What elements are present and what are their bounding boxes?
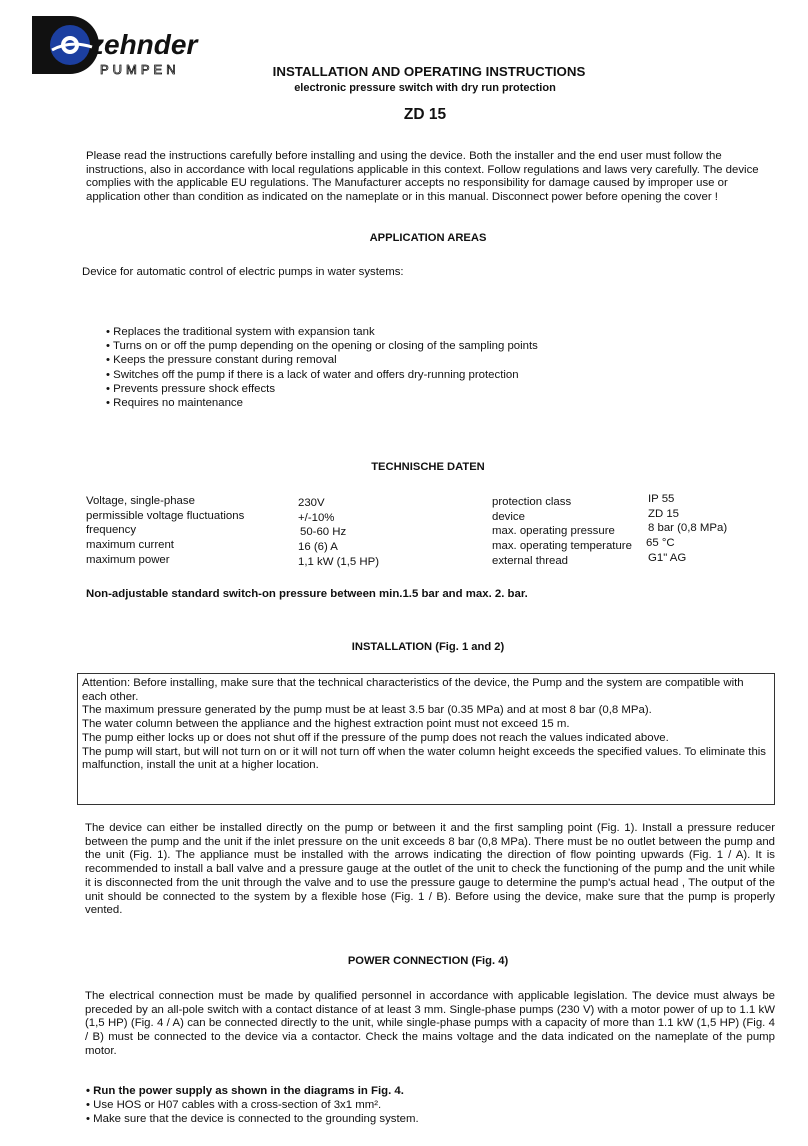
spec-label: protection class bbox=[492, 496, 572, 508]
spec-label: device bbox=[492, 510, 525, 523]
intro-paragraph: Please read the instructions carefully before installing and using the device. Both the installer and the end user must follow the instructions, also in accordance with local regulations applicable in this context. Follow regulations and laws very carefully. The device complies with the applicable EU regulations. The Manufacturer accepts no responsibility for damage caused by improper use or application other than condition as indicated on the nameplate or in this manual. Disconnect power before opening the cover ! bbox=[86, 150, 759, 203]
attention-box bbox=[77, 673, 775, 805]
logo-sub: PUMPEN bbox=[100, 62, 180, 77]
spec-value: 230V bbox=[298, 497, 325, 509]
spec-value: 1,1 kW (1,5 HP) bbox=[298, 555, 380, 568]
logo-brand: zehnder bbox=[90, 29, 198, 60]
list-item: • Make sure that the device is connected to the grounding system. bbox=[86, 1112, 419, 1126]
list-item: • Run the power supply as shown in the diagrams in Fig. 4. bbox=[86, 1084, 419, 1098]
list-item: • Requires no maintenance bbox=[106, 396, 538, 410]
tech-heading: TECHNISCHE DATEN bbox=[371, 461, 485, 473]
spec-label: permissible voltage fluctuations bbox=[86, 509, 245, 522]
spec-value: 8 bar (0,8 MPa) bbox=[648, 522, 728, 535]
spec-label: frequency bbox=[86, 524, 137, 537]
spec-values-right bbox=[648, 492, 727, 566]
power-list bbox=[86, 1084, 419, 1127]
spec-labels-left bbox=[86, 494, 244, 568]
installation-paragraph: The device can either be installed directly on the pump or between it and the first sampling point (Fig. 1). Install a pressure reducer between the pump and the unit if the inlet pressure on the unit exceeds 8 bar (0,8 MPa). There must be no outlet between the pump and the unit (Fig. 1). The appliance must be installed with the arrows indicating the direction of flow pointing upwards (Fig. 1 / A). It is recommended to install a ball valve and a pressure gauge at the outlet of the unit to check the functioning of the pump and the unit while it is disconnected from the unit through the valve and to use the pressure gauge to determine the pump's actual head , The output of the unit should be connected to the system by a flexible hose (Fig. 1 / B). Before using the device, make sure that the pump is properly vented. bbox=[85, 822, 775, 917]
model-name: ZD 15 bbox=[403, 106, 447, 123]
list-item: • Use HOS or H07 cables with a cross-section of 3x1 mm². bbox=[86, 1098, 419, 1112]
attention-line: Attention: Before installing, make sure that the technical characteristics of the device, the Pump and the system are compatible with each other. bbox=[82, 677, 744, 703]
power-heading: POWER CONNECTION (Fig. 4) bbox=[347, 955, 509, 967]
attention-line: The pump will start, but will not turn on or it will not turn off when the water column height exceeds the specified values. To eliminate this malfunction, install the unit at a higher location. bbox=[82, 745, 766, 772]
list-item: • Switches off the pump if there is a lack of water and offers dry-running protection bbox=[106, 368, 538, 382]
spec-label: maximum current bbox=[86, 539, 174, 552]
spec-value: 50-60 Hz bbox=[300, 526, 347, 539]
application-lead: Device for automatic control of electric pumps in water systems: bbox=[82, 266, 404, 278]
power-paragraph: The electrical connection must be made by qualified personnel in accordance with applicable legislation. The device must always be preceded by an all-pole switch with a contact distance of at least 3 mm. Single-phase pumps (230 V) with a motor power of up to 1.1 kW (1,5 HP) (Fig. 4 / A) can be connected directly to the unit, while single-phase pumps with a capacity of more than 1.1 kW (1,5 HP) (Fig. 4 / B) must be connected to the device via a contactor. Check the mains voltage and the data indicated on the nameplate of the pump motor. bbox=[85, 990, 775, 1057]
doc-title: INSTALLATION AND OPERATING INSTRUCTIONS bbox=[272, 64, 586, 79]
spec-value: 65 °C bbox=[646, 537, 675, 550]
spec-labels-right bbox=[492, 495, 632, 569]
spec-value: IP 55 bbox=[648, 493, 675, 505]
spec-value: G1" AG bbox=[648, 551, 687, 564]
application-heading: APPLICATION AREAS bbox=[369, 232, 487, 244]
installation-heading: INSTALLATION (Fig. 1 and 2) bbox=[351, 641, 505, 653]
spec-label: max. operating temperature bbox=[492, 540, 632, 553]
spec-value: +/-10% bbox=[298, 511, 335, 524]
application-list bbox=[106, 325, 538, 410]
list-item: • Turns on or off the pump depending on the opening or closing of the sampling points bbox=[106, 339, 538, 353]
spec-label: maximum power bbox=[86, 553, 170, 566]
attention-line: The water column between the appliance and the highest extraction point must not exceed 15 m. bbox=[82, 718, 570, 731]
list-item: • Prevents pressure shock effects bbox=[106, 382, 538, 396]
doc-subtitle: electronic pressure switch with dry run protection bbox=[294, 82, 556, 94]
switch-on-pressure-note: Non-adjustable standard switch-on pressure between min.1.5 bar and max. 2. bar. bbox=[86, 588, 528, 600]
spec-value: ZD 15 bbox=[648, 507, 680, 520]
attention-line: The pump either locks up or does not shut off if the pressure of the pump does not reach the values indicated above. bbox=[82, 731, 669, 744]
spec-label: external thread bbox=[492, 554, 568, 567]
spec-values-left bbox=[298, 496, 379, 570]
attention-line: The maximum pressure generated by the pump must be at least 3.5 bar (0.35 MPa) and at most 8 bar (0,8 MPa). bbox=[82, 704, 652, 717]
list-item: • Replaces the traditional system with expansion tank bbox=[106, 325, 538, 339]
list-item: • Keeps the pressure constant during removal bbox=[106, 353, 538, 367]
spec-value: 16 (6) A bbox=[298, 541, 338, 554]
spec-label: Voltage, single-phase bbox=[86, 495, 195, 507]
spec-label: max. operating pressure bbox=[492, 525, 615, 538]
